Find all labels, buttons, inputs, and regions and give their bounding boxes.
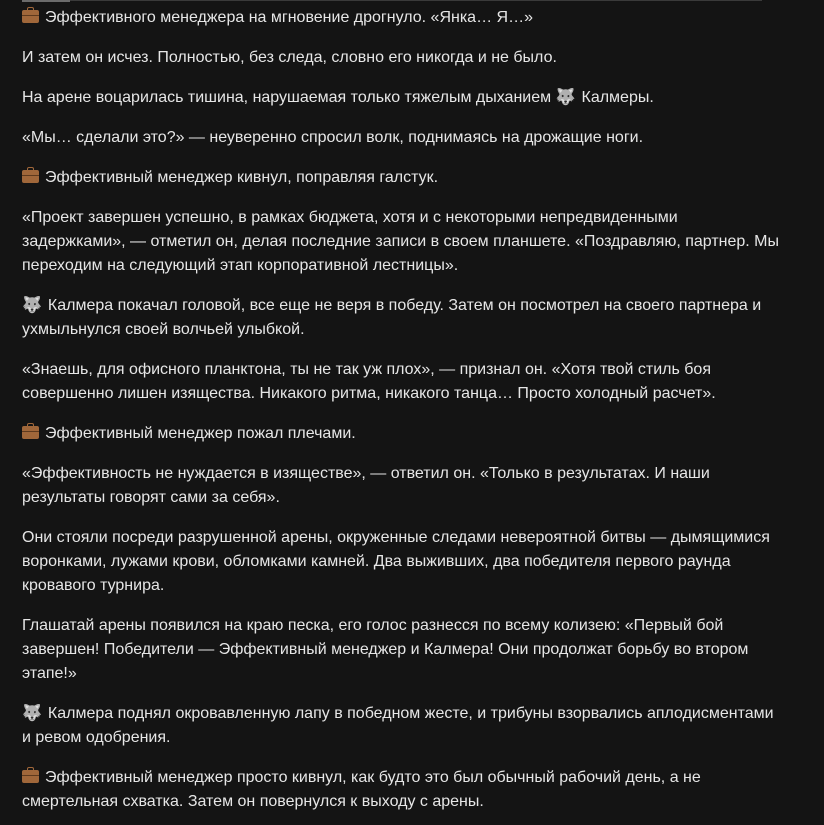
briefcase-icon (22, 170, 39, 183)
wolf-icon: 🐺 (22, 297, 42, 314)
briefcase-icon (22, 426, 39, 439)
paragraph-text: Они стояли посреди разрушенной арены, окруженные следами невероятной битвы — дымящимися воронками, лужами крови, обломками камней. Два выживших, два победителя первого раунда кровавого турнира. (22, 529, 770, 594)
story-paragraph (22, 46, 784, 70)
briefcase-icon (22, 770, 39, 783)
story-paragraph (22, 126, 784, 150)
paragraph-text: Эффективного менеджера на мгновение дрогнуло. «Янка… Я…» (45, 9, 533, 26)
story-text (22, 6, 784, 814)
story-paragraph (22, 6, 784, 30)
story-paragraph (22, 166, 784, 190)
wolf-icon: 🐺 (22, 705, 42, 722)
paragraph-text: Эффективный менеджер пожал плечами. (45, 425, 356, 442)
story-paragraph (22, 526, 784, 598)
story-paragraph (22, 462, 784, 510)
story-paragraph (22, 702, 784, 750)
paragraph-text: Эффективный менеджер просто кивнул, как будто это был обычный рабочий день, а не смертельная схватка. Затем он повернулся к выходу с арены. (22, 769, 701, 810)
story-paragraph (22, 422, 784, 446)
paragraph-text: Глашатай арены появился на краю песка, его голос разнесся по всему колизею: «Первый бой завершен! Победители — Эффективный менеджер и Калмера! Они продолжат борьбу во втором этапе!» (22, 617, 749, 682)
paragraph-text: «Знаешь, для офисного планктона, ты не так уж плох», — признал он. «Хотя твой стиль боя совершенно лишен изящества. Никакого ритма, никакого танца… Просто холодный расчет». (22, 361, 716, 402)
story-paragraph (22, 294, 784, 342)
paragraph-text: «Мы… сделали это?» — неуверенно спросил волк, поднимаясь на дрожащие ноги. (22, 129, 644, 146)
briefcase-icon (22, 10, 39, 23)
paragraph-text: И затем он исчез. Полностью, без следа, словно его никогда и не было. (22, 49, 557, 66)
story-paragraph (22, 206, 784, 278)
story-paragraph (22, 86, 784, 110)
paragraph-tail-text: Калмеры. (581, 89, 654, 106)
paragraph-text: «Проект завершен успешно, в рамках бюджета, хотя и с некоторыми непредвиденными задержками», — отметил он, делая последние записи в своем планшете. «Поздравляю, партнер. Мы переходим на следующий этап корпоративной лестницы». (22, 209, 779, 274)
paragraph-text: Калмера покачал головой, все еще не веря в победу. Затем он посмотрел на своего партнера и ухмыльнулся своей волчьей улыбкой. (22, 297, 762, 338)
paragraph-text: «Эффективность не нуждается в изяществе», — ответил он. «Только в результатах. И наши результаты говорят сами за себя». (22, 465, 710, 506)
wolf-icon: 🐺 (555, 89, 576, 106)
story-paragraph (22, 358, 784, 406)
story-paragraph (22, 766, 784, 814)
paragraph-text: На арене воцарилась тишина, нарушаемая только тяжелым дыханием (22, 89, 552, 106)
story-paragraph (22, 614, 784, 686)
top-divider (22, 0, 762, 1)
top-divider-accent (22, 0, 70, 2)
paragraph-text: Эффективный менеджер кивнул, поправляя галстук. (45, 169, 439, 186)
paragraph-text: Калмера поднял окровавленную лапу в победном жесте, и трибуны взорвались аплодисментами и ревом одобрения. (22, 705, 774, 746)
